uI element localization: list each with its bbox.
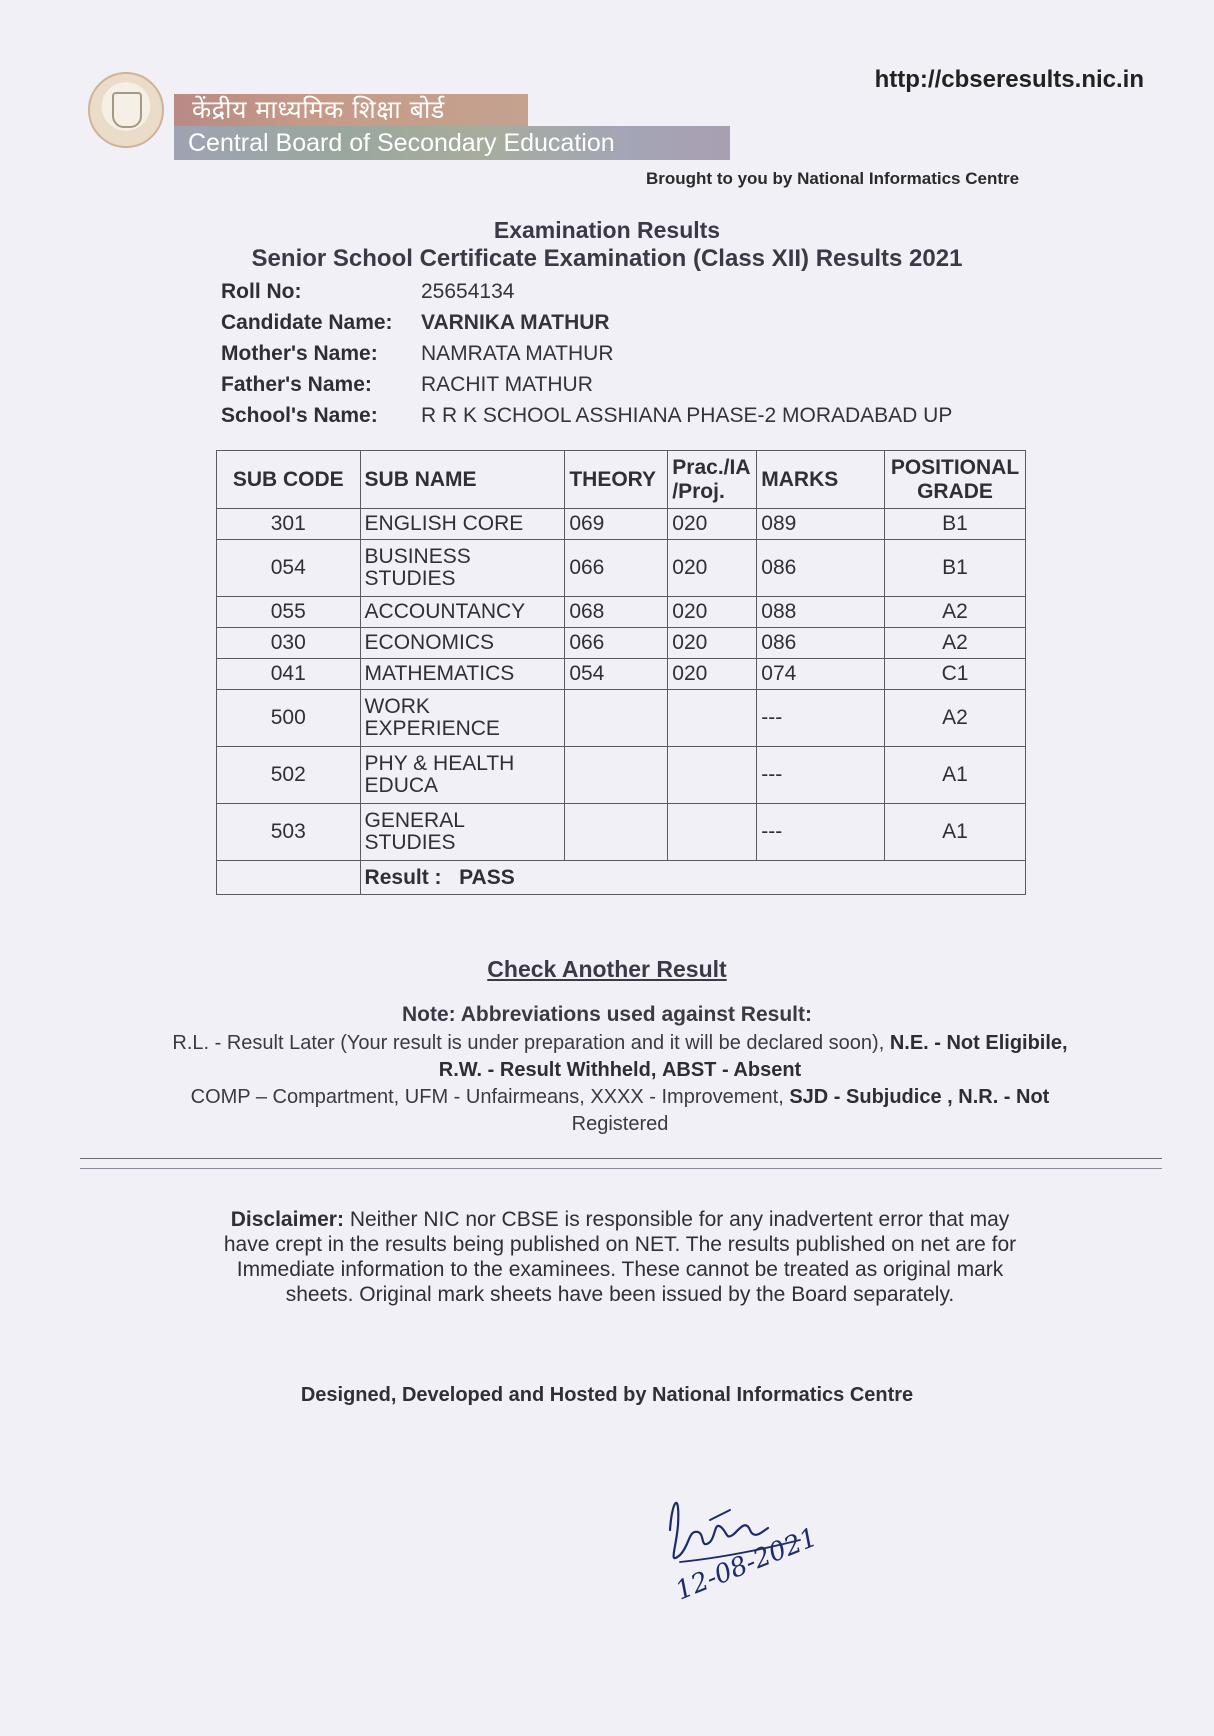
- candidate-name-row: [221, 307, 952, 338]
- board-name-english: Central Board of Secondary Education: [174, 126, 730, 160]
- header-marks: MARKS: [757, 451, 885, 509]
- result-value: PASS: [459, 865, 515, 889]
- practical-cell: 020: [668, 509, 757, 540]
- result-spacer-cell: [217, 861, 361, 895]
- father-name-label: Father's Name:: [221, 372, 372, 396]
- signature-date: 12-08-2021: [671, 1522, 822, 1607]
- sub-name-cell: ENGLISH CORE: [360, 509, 565, 540]
- sub-code-cell: 030: [217, 628, 361, 659]
- header-sub-code: SUB CODE: [217, 451, 361, 509]
- table-row: [217, 747, 1026, 804]
- sub-name-cell: WORK EXPERIENCE: [360, 690, 565, 747]
- grade-cell: A1: [885, 804, 1026, 861]
- footer-credit: Designed, Developed and Hosted by National Informatics Centre: [300, 1384, 914, 1406]
- sub-name-cell: PHY & HEALTH EDUCA: [360, 747, 565, 804]
- page-subtitle: Senior School Certificate Examination (Class XII) Results 2021: [251, 245, 963, 272]
- table-row: [217, 628, 1026, 659]
- divider-line: [80, 1158, 1162, 1159]
- theory-cell: 066: [565, 628, 668, 659]
- result-label: Result :: [364, 865, 442, 889]
- practical-cell: 020: [668, 597, 757, 628]
- note-registered: Registered: [571, 1113, 669, 1135]
- grade-cell: A1: [885, 747, 1026, 804]
- sub-name-cell: ECONOMICS: [360, 628, 565, 659]
- sub-code-cell: 054: [217, 540, 361, 597]
- note-body: [90, 1030, 1150, 1138]
- table-row: [217, 597, 1026, 628]
- table-header-row: [217, 451, 1026, 509]
- cbse-emblem-logo: [88, 72, 164, 148]
- result-row: [217, 861, 1026, 895]
- candidate-name-value: VARNIKA MATHUR: [421, 310, 610, 334]
- grade-cell: A2: [885, 597, 1026, 628]
- school-name-label: School's Name:: [221, 403, 378, 427]
- practical-cell: 020: [668, 659, 757, 690]
- candidate-info: [221, 276, 952, 431]
- disclaimer: [210, 1207, 1030, 1307]
- father-name-row: [221, 369, 952, 400]
- candidate-name-label: Candidate Name:: [221, 310, 393, 334]
- roll-label: Roll No:: [221, 279, 302, 303]
- disclaimer-label: Disclaimer:: [230, 1208, 344, 1231]
- marks-cell: 089: [757, 509, 885, 540]
- practical-cell: [668, 747, 757, 804]
- practical-cell: 020: [668, 540, 757, 597]
- header-grade-line2: GRADE: [917, 479, 993, 503]
- sub-name-cell: GENERAL STUDIES: [360, 804, 565, 861]
- note-comp: COMP – Compartment, UFM - Unfairmeans, XXXX - Improvement,: [190, 1086, 784, 1108]
- practical-cell: [668, 690, 757, 747]
- sub-code-cell: 503: [217, 804, 361, 861]
- theory-cell: [565, 747, 668, 804]
- board-name-hindi: केंद्रीय माध्यमिक शिक्षा बोर्ड: [174, 94, 528, 126]
- practical-cell: 020: [668, 628, 757, 659]
- mother-name-row: [221, 338, 952, 369]
- header-theory: THEORY: [565, 451, 668, 509]
- header-practical: [668, 451, 757, 509]
- note-title: Note: Abbreviations used against Result:: [402, 1003, 812, 1026]
- mother-name-value: NAMRATA MATHUR: [421, 341, 614, 365]
- table-row: [217, 690, 1026, 747]
- header-grade-line1: POSITIONAL: [890, 456, 1020, 480]
- header-sub-name: SUB NAME: [360, 451, 565, 509]
- sub-name-cell: ACCOUNTANCY: [360, 597, 565, 628]
- marks-cell: 086: [757, 540, 885, 597]
- header-grade: [885, 451, 1026, 509]
- handwritten-signature: [650, 1470, 850, 1610]
- grade-cell: A2: [885, 628, 1026, 659]
- brought-by-text: Brought to you by National Informatics Centre: [646, 169, 1020, 188]
- marks-cell: ---: [757, 747, 885, 804]
- marks-cell: ---: [757, 690, 885, 747]
- header-practical-line2: /Proj.: [672, 479, 725, 503]
- marks-table: [216, 450, 1026, 895]
- check-another-result-link[interactable]: Check Another Result: [487, 956, 727, 982]
- sub-name-cell: MATHEMATICS: [360, 659, 565, 690]
- marks-cell: 086: [757, 628, 885, 659]
- sub-name-cell: BUSINESS STUDIES: [360, 540, 565, 597]
- practical-cell: [668, 804, 757, 861]
- result-cell: [360, 861, 1025, 895]
- header-practical-line1: Prac./IA: [672, 456, 751, 480]
- divider-line: [80, 1168, 1162, 1169]
- sub-code-cell: 055: [217, 597, 361, 628]
- father-name-value: RACHIT MATHUR: [421, 372, 593, 396]
- theory-cell: [565, 690, 668, 747]
- note-rw: R.W. - Result Withheld,: [438, 1059, 657, 1081]
- note-sjd: SJD - Subjudice , N.R. - Not: [789, 1086, 1050, 1108]
- sub-code-cell: 500: [217, 690, 361, 747]
- theory-cell: 069: [565, 509, 668, 540]
- grade-cell: B1: [885, 540, 1026, 597]
- grade-cell: C1: [885, 659, 1026, 690]
- roll-value: 25654134: [421, 279, 515, 303]
- page-title: Examination Results: [493, 217, 721, 243]
- note-rl: R.L. - Result Later (Your result is under preparation and it will be declared soon),: [172, 1032, 885, 1054]
- sub-code-cell: 041: [217, 659, 361, 690]
- note-abst: ABST - Absent: [661, 1059, 802, 1081]
- grade-cell: B1: [885, 509, 1026, 540]
- school-name-row: [221, 400, 952, 431]
- sub-code-cell: 502: [217, 747, 361, 804]
- marks-cell: ---: [757, 804, 885, 861]
- table-row: [217, 659, 1026, 690]
- note-ne: N.E. - Not Eligibile,: [889, 1032, 1068, 1054]
- site-url: http://cbseresults.nic.in: [874, 66, 1144, 93]
- theory-cell: 054: [565, 659, 668, 690]
- school-name-value: R R K SCHOOL ASSHIANA PHASE-2 MORADABAD UP: [421, 403, 953, 427]
- mother-name-label: Mother's Name:: [221, 341, 378, 365]
- theory-cell: 066: [565, 540, 668, 597]
- grade-cell: A2: [885, 690, 1026, 747]
- sub-code-cell: 301: [217, 509, 361, 540]
- table-row: [217, 540, 1026, 597]
- marks-cell: 088: [757, 597, 885, 628]
- marks-cell: 074: [757, 659, 885, 690]
- table-row: [217, 509, 1026, 540]
- theory-cell: 068: [565, 597, 668, 628]
- disclaimer-text: Neither NIC nor CBSE is responsible for any inadvertent error that may have crept in the results being published on NET. The results published on net are for Immediate information to the examinees. These cannot be treated as original mark sheets. Original mark sheets have been issued by the Board separately.: [223, 1208, 1017, 1306]
- roll-row: [221, 276, 952, 307]
- table-row: [217, 804, 1026, 861]
- theory-cell: [565, 804, 668, 861]
